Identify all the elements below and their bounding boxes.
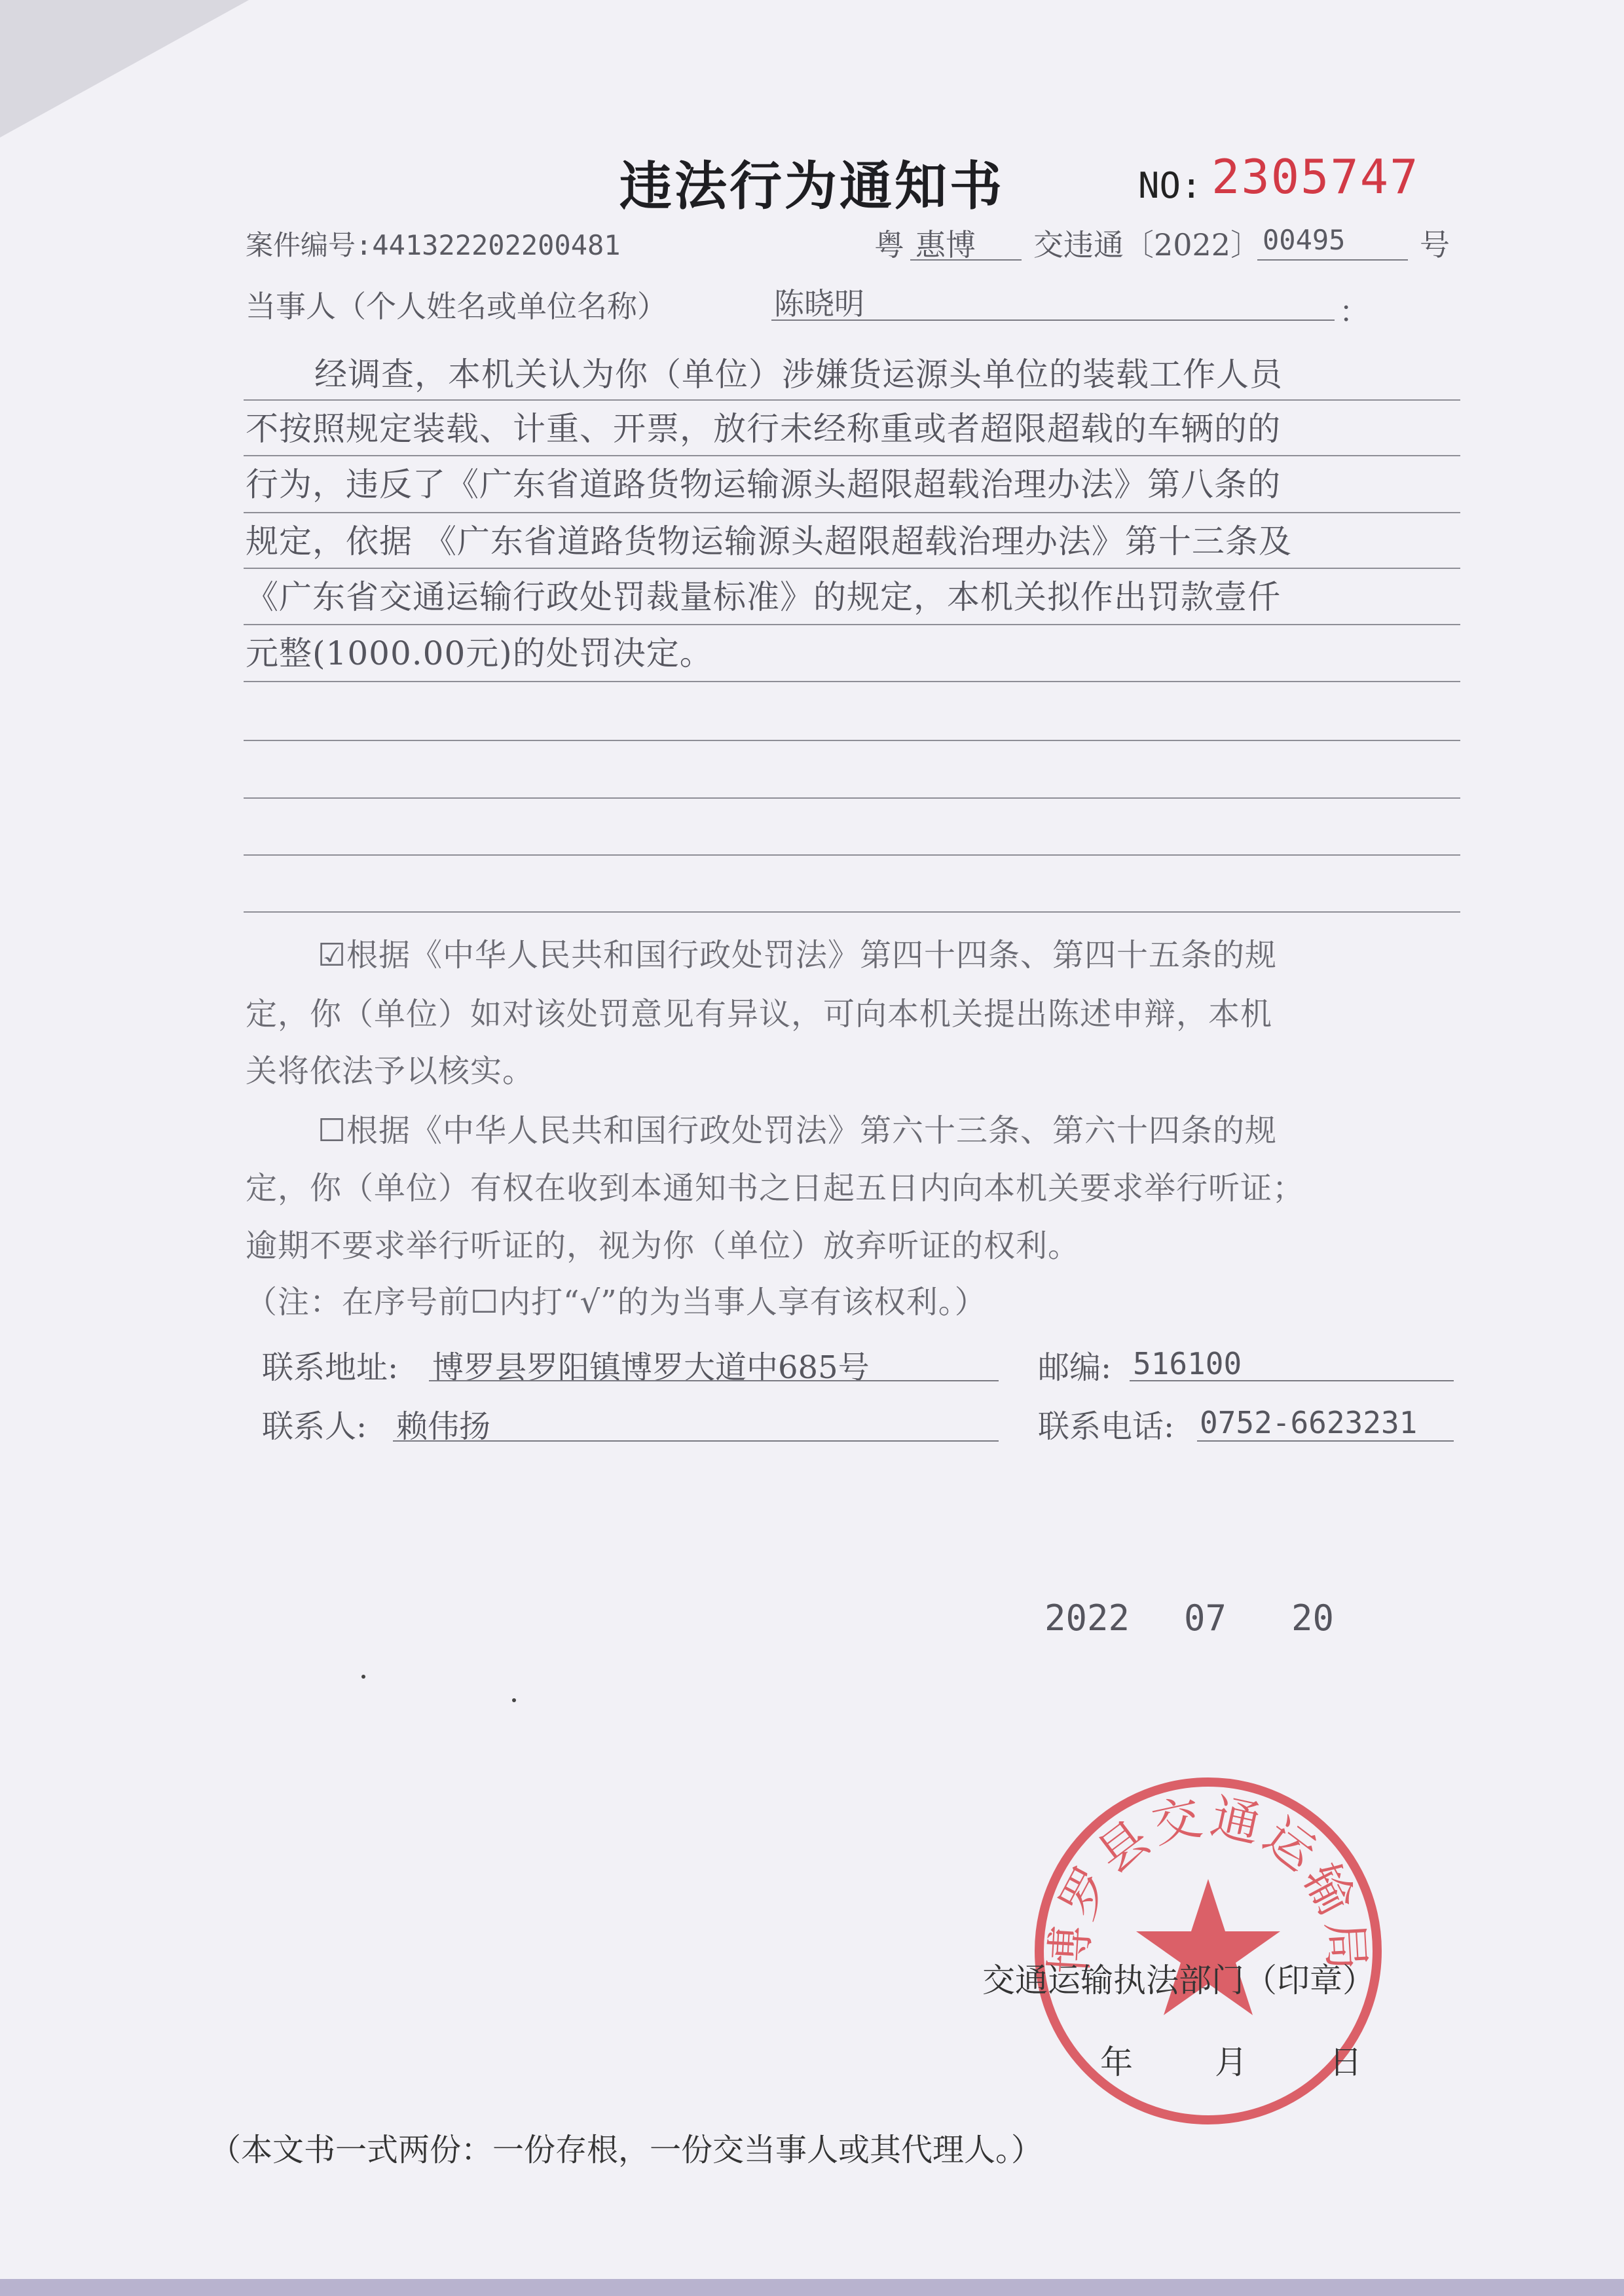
postcode-value: 516100 [1133,1346,1242,1381]
serial-number-label: NO: [1138,165,1202,206]
option-note: （注：在序号前☐内打“√”的为当事人享有该权利。） [246,1284,987,1321]
party-name: 陈晓明 [774,286,864,321]
day-label: 日 [1329,2043,1362,2081]
body-line-5: 《广东省交通运输行政处罚裁量标准》的规定，本机关拟作出罚款壹仟 [246,578,1281,616]
body-line-4: 规定，依据 《广东省道路货物运输源头超限超载治理办法》第十三条及 [246,522,1292,560]
doc-middle: 交违通〔2022〕 [1033,227,1261,263]
ruled-line [244,740,1460,741]
ruled-line [244,568,1460,569]
party-colon: ： [1339,294,1369,329]
party-label: 当事人（个人姓名或单位名称） [246,289,667,324]
ruled-line [244,797,1460,799]
doc-prefix: 粤 [874,227,904,263]
ruled-line [244,911,1460,913]
phone-label: 联系电话: [1038,1408,1175,1445]
folded-corner [0,0,249,137]
case-number: 案件编号:441322202200481 [246,229,621,261]
postcode-underline [1130,1380,1454,1381]
address-label: 联系地址: [262,1349,399,1386]
ruled-line [244,399,1460,401]
contact-person-value: 赖伟扬 [396,1408,491,1445]
phone-value: 0752-6623231 [1200,1405,1418,1440]
department-seal-label: 交通运输执法部门（印章） [982,1961,1375,1999]
postcode-label: 邮编: [1038,1349,1112,1386]
document-title: 违法行为通知书 [619,155,1005,217]
doc-sequence: 00495 [1263,224,1346,256]
contact-person-label: 联系人: [262,1408,367,1445]
ruled-line [244,455,1460,456]
address-value: 博罗县罗阳镇博罗大道中685号 [432,1349,870,1386]
address-underline [429,1380,999,1381]
option-hearing-line-1: ☐根据《中华人民共和国行政处罚法》第六十三条、第六十四条的规 [318,1112,1278,1149]
month-label: 月 [1215,2043,1247,2081]
option-statement-line-2: 定，你（单位）如对该处罚意见有异议，可向本机关提出陈述申辩，本机 [246,996,1273,1032]
ruled-line [244,854,1460,856]
paper-speck [361,1675,365,1679]
option-hearing-line-2: 定，你（单位）有权在收到本通知书之日起五日内向本机关要求举行听证； [246,1170,1305,1207]
footer-note: （本文书一式两份：一份存根，一份交当事人或其代理人。） [210,2132,1043,2168]
contact-person-underline [393,1440,999,1442]
doc-seq-underline [1257,259,1408,261]
body-line-6: 元整(1000.00元)的处罚决定。 [246,634,713,672]
option-statement-line-3: 关将依法予以核实。 [246,1053,535,1089]
serial-number-value: 2305747 [1211,149,1420,204]
ruled-line [244,624,1460,625]
doc-region: 惠博 [915,227,976,263]
doc-suffix: 号 [1420,227,1450,263]
body-line-1: 经调查，本机关认为你（单位）涉嫌货运源头单位的装载工作人员 [314,355,1283,393]
date-month: 07 [1184,1597,1227,1639]
body-line-2: 不按照规定装载、计重、开票，放行未经称重或者超限超载的车辆的的 [246,410,1281,448]
year-label: 年 [1100,2043,1133,2081]
paper-speck [512,1698,516,1702]
party-underline [771,319,1335,321]
option-hearing-line-3: 逾期不要求举行听证的，视为你（单位）放弃听证的权利。 [246,1228,1080,1264]
date-day: 20 [1291,1597,1335,1639]
paper-bottom-edge [0,2279,1624,2296]
doc-region-underline [910,259,1022,261]
ruled-line [244,681,1460,682]
body-line-3: 行为，违反了《广东省道路货物运输源头超限超载治理办法》第八条的 [246,465,1281,503]
date-year: 2022 [1044,1597,1130,1639]
svg-text:博罗县交通运输局: 博罗县交通运输局 [1041,1788,1375,1976]
phone-underline [1197,1440,1454,1442]
ruled-line [244,512,1460,513]
option-statement-line-1: ☑根据《中华人民共和国行政处罚法》第四十四条、第四十五条的规 [318,937,1278,974]
